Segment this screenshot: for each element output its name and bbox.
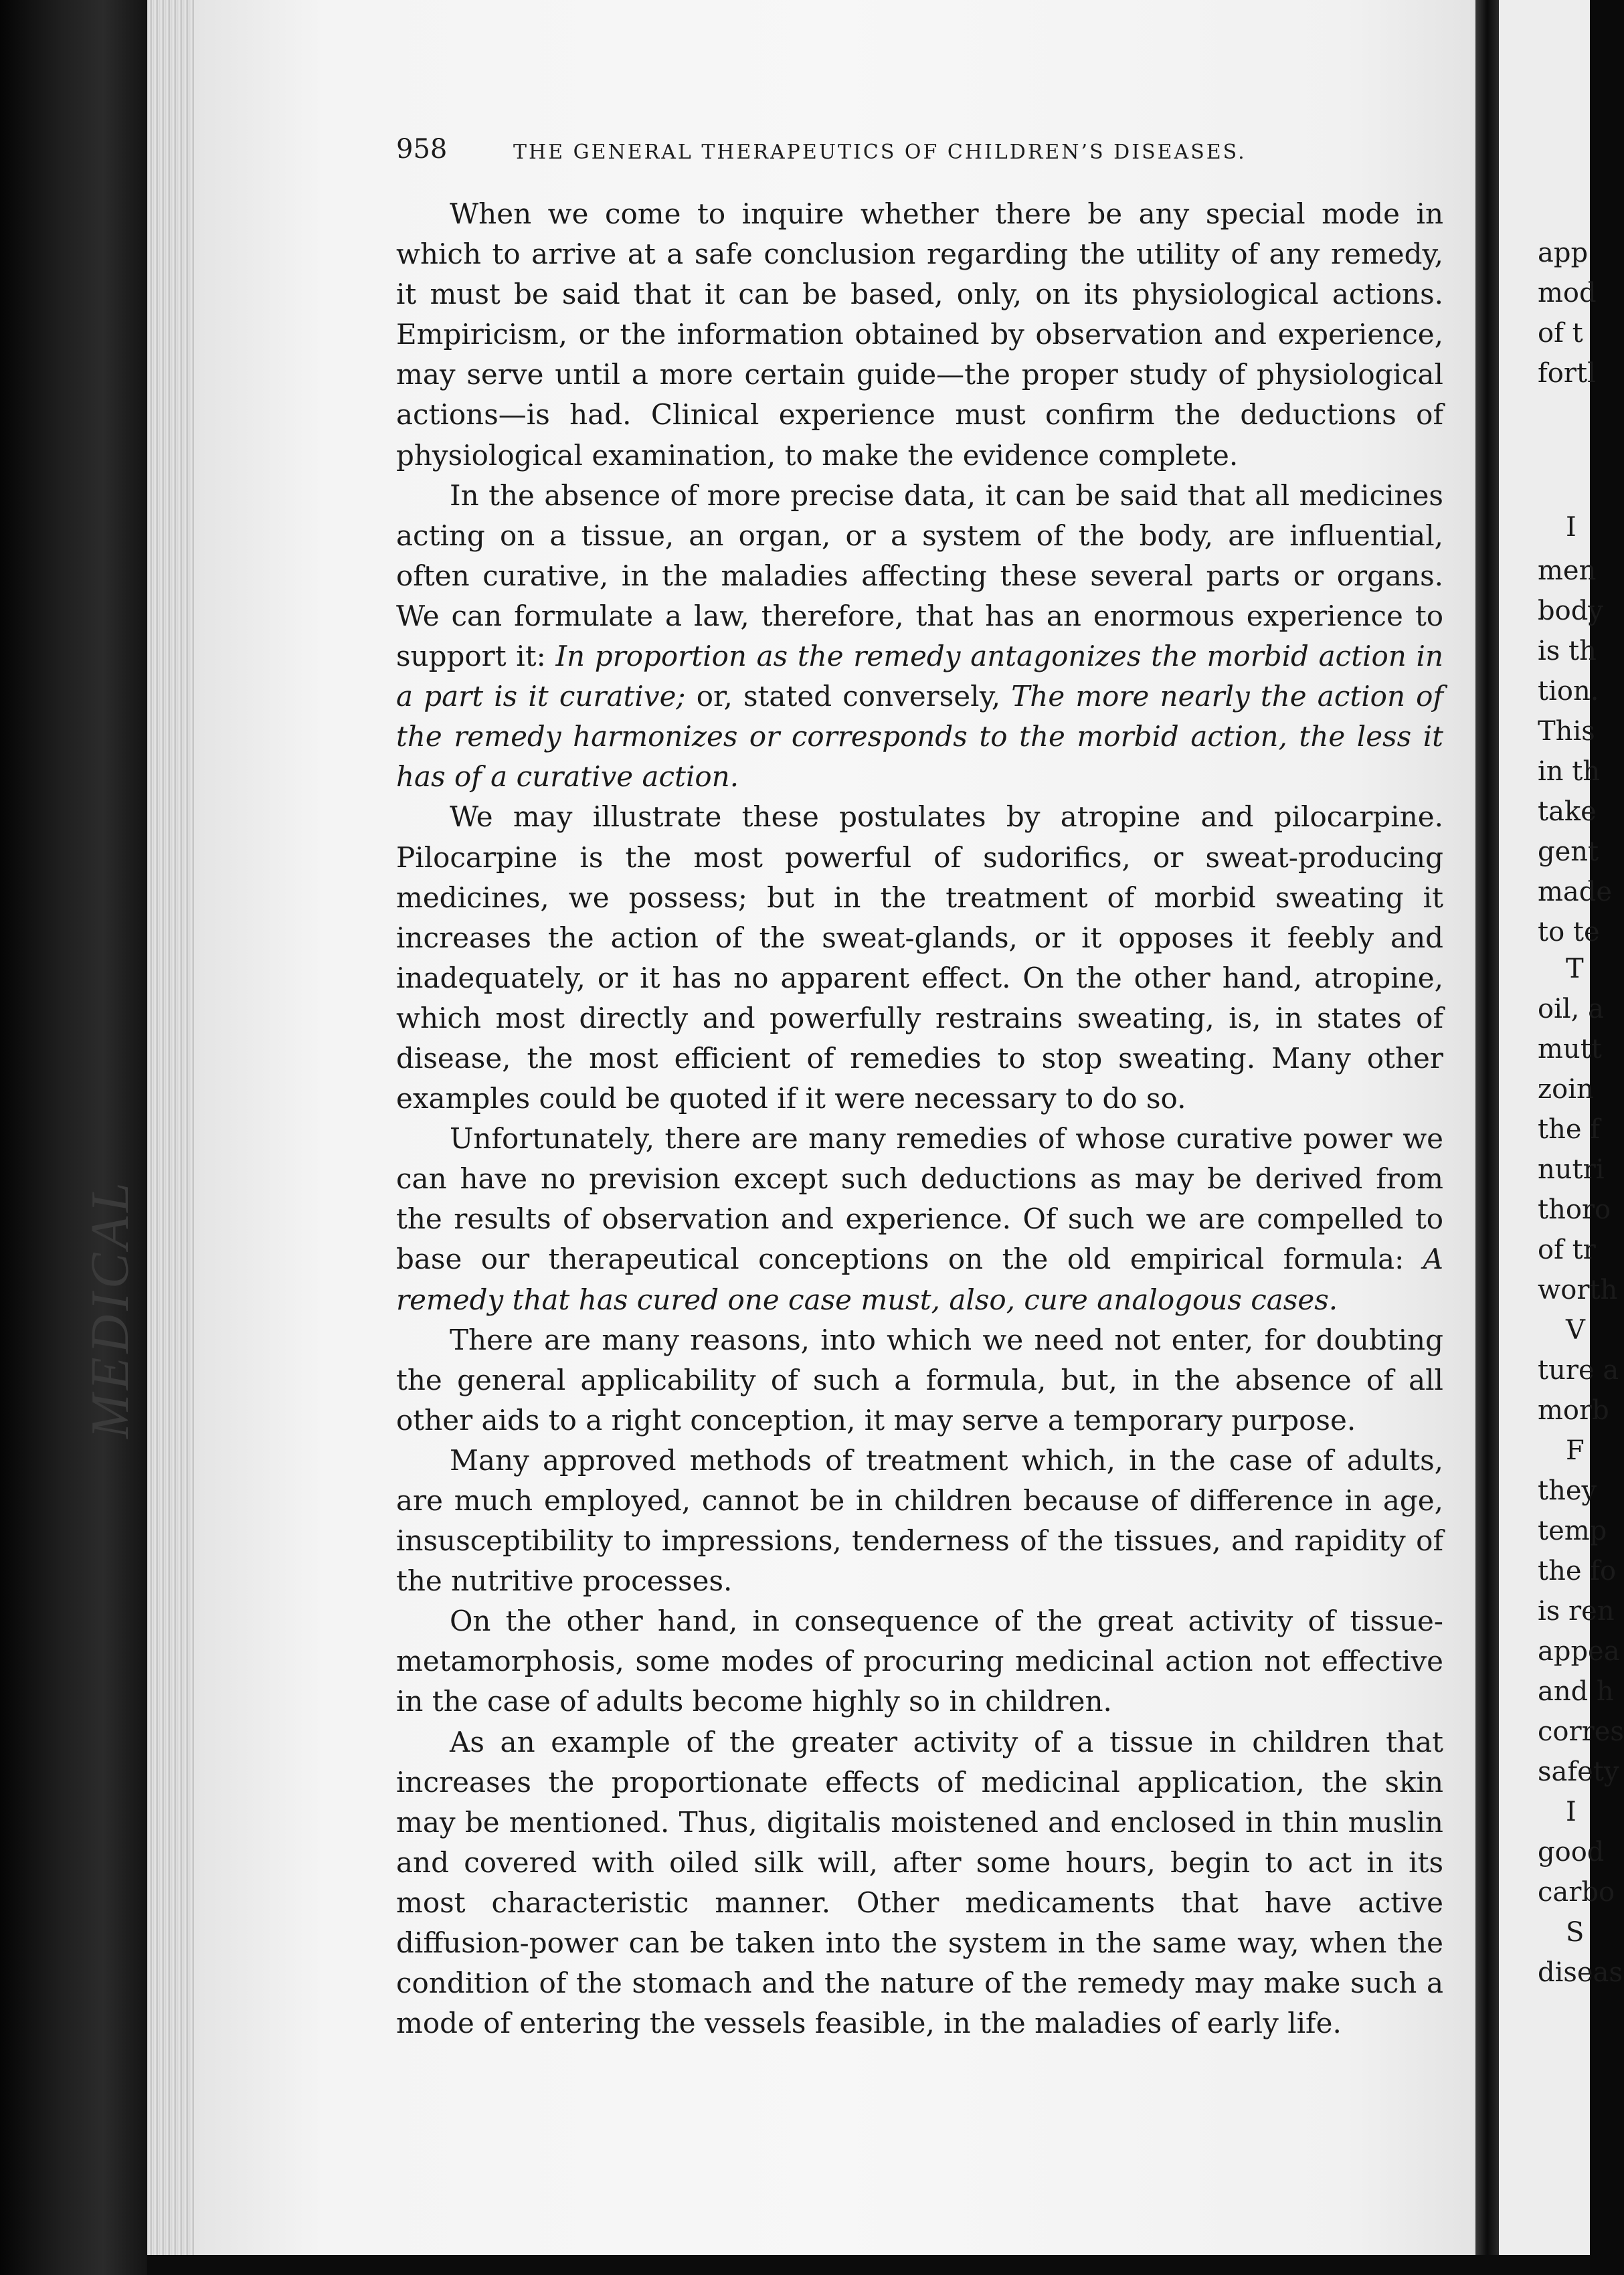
fragment-line: in th <box>1538 756 1601 787</box>
page-gutter <box>1475 0 1499 2275</box>
bottom-edge <box>147 2255 1590 2275</box>
italic-law-converse: The more nearly the action of the remedy harmonizes or corresponds to the morbid action, the less it has of a curative action. <box>396 680 1443 794</box>
book-spine <box>0 0 147 2275</box>
fragment-line: diseas <box>1538 1957 1623 1988</box>
paragraph-text: In the absence of more precise data, it can be said that all medicines acting on a tissue, an organ, or a system of the body, are influential, often curative, in the maladies affecting these several parts or organs. We can formulate a law, therefore, that has an enormous experience to support it: <box>396 478 1443 673</box>
paragraph <box>396 1722 1443 2044</box>
italic-law-statement: In proportion as the remedy antagonizes the morbid action in a part is it curative; <box>396 640 1443 713</box>
fragment-line: is th <box>1538 636 1597 666</box>
fragment-line: F <box>1566 1435 1585 1466</box>
fragment-line: thoro <box>1538 1194 1611 1225</box>
fragment-line: to te <box>1538 917 1600 947</box>
fragment-line: carbo <box>1538 1877 1615 1908</box>
spine-label: MEDICAL <box>81 1178 140 1439</box>
fragment-line: body <box>1538 596 1603 626</box>
fragment-line: take <box>1538 796 1597 827</box>
paragraph-text: There are many reasons, into which we need not enter, for doubting the general applicability of such a formula, but, in the absence of all other aids to a right conception, it may serve a temporary purpose. <box>396 1323 1443 1437</box>
fragment-line: of t <box>1538 318 1583 349</box>
fragment-line: temp <box>1538 1516 1607 1546</box>
page-edges <box>147 0 194 2275</box>
fragment-line: mod <box>1538 278 1597 308</box>
paragraph <box>396 797 1443 1119</box>
paragraph-text: We may illustrate these postulates by atropine and pilocarpine. Pilocarpine is the most powerful of sudorifics, or sweat-producing medicines, we possess; but in the treatment of morbid sweating it increases the action of the sweat-glands, or it opposes it feebly and inadequately, or it has no apparent effect. On the other hand, atropine, which most directly and powerfully restrains sweating, is, in states of disease, the most efficient of remedies to stop sweating. Many other examples could be quoted if it were necessary to do so. <box>396 800 1443 1115</box>
fragment-line: men <box>1538 555 1597 586</box>
fragment-line: appea <box>1538 1636 1620 1667</box>
running-header <box>396 134 1440 174</box>
fragment-line: morb <box>1538 1395 1609 1426</box>
fragment-line: of tr <box>1538 1235 1596 1265</box>
fragment-line: made <box>1538 877 1613 907</box>
fragment-line: T <box>1566 953 1584 984</box>
fragment-line: and h <box>1538 1676 1614 1707</box>
fragment-line: V <box>1566 1315 1585 1346</box>
fragment-line: S <box>1566 1917 1585 1948</box>
fragment-line: gent <box>1538 836 1599 867</box>
fragment-line: ture a <box>1538 1355 1619 1386</box>
paragraph <box>396 1601 1443 1722</box>
next-page-fragment <box>1499 0 1624 2255</box>
fragment-line: is ren <box>1538 1596 1615 1627</box>
paragraph-text: On the other hand, in consequence of the great activity of tissue-metamorphosis, some modes of procuring medicinal action not effective in the case of adults become highly so in children. <box>396 1605 1443 1718</box>
paragraph-text: As an example of the greater activity of a tissue in children that increases the proportionate effects of medicinal application, the skin may be mentioned. Thus, digitalis moistened and enclosed in thin muslin and covered with oiled silk will, after some hours, begin to act in its most characteristic manner. Other medicaments that have active diffusion-power can be taken into the system in the same way, when the condition of the stomach and the nature of the remedy may make such a mode of entering the vessels feasible, in the maladies of early life. <box>396 1725 1443 2040</box>
fragment-line: safety <box>1538 1756 1619 1787</box>
fragment-line: mutt <box>1538 1034 1602 1065</box>
fragment-line: oil, a <box>1538 994 1604 1024</box>
fragment-line: This <box>1538 716 1595 747</box>
fragment-line: worth <box>1538 1275 1618 1305</box>
italic-empirical-formula: A remedy that has cured one case must, also, cure analogous cases. <box>396 1243 1443 1316</box>
paragraph-text: When we come to inquire whether there be any special mode in which to arrive at a safe conclusion regarding the utility of any remedy, it must be said that it can be based, only, on its physiological actions. Empiricism, or the information obtained by observation and experience, may serve until a more certain guide—the proper study of physiological actions—is had. Clinical experience must confirm the deductions of physiological examination, to make the evidence complete. <box>396 197 1443 472</box>
fragment-line: app <box>1538 238 1589 268</box>
fragment-line: the f <box>1538 1114 1601 1145</box>
fragment-line: I <box>1566 512 1576 543</box>
paragraph-text: or, stated conversely, <box>685 680 1012 713</box>
paragraph-text: Many approved methods of treatment which, in the case of adults, are much employed, cannot be in children because of difference in age, insusceptibility to impressions, tenderness of the tissues, and rapidity of the nutritive processes. <box>396 1443 1443 1598</box>
running-title: THE GENERAL THERAPEUTICS OF CHILDREN’S DISEASES. <box>513 141 1247 164</box>
fragment-line: fortl <box>1538 358 1596 389</box>
paragraph <box>396 476 1443 798</box>
fragment-line: tion. <box>1538 676 1599 707</box>
paragraph <box>396 1320 1443 1441</box>
page-number: 958 <box>396 134 448 165</box>
paragraph <box>396 1119 1443 1320</box>
paragraph-text: Unfortunately, there are many remedies of whose curative power we can have no prevision except such deductions as may be derived from the results of observation and experience. Of such we are compelled to base our therapeutical conceptions on the old empirical formula: <box>396 1122 1443 1276</box>
fragment-line: they <box>1538 1475 1597 1506</box>
fragment-line: corres <box>1538 1716 1624 1747</box>
paragraph <box>396 1441 1443 1601</box>
body-text <box>396 194 1443 2043</box>
fragment-line: I <box>1566 1797 1576 1827</box>
fragment-line: the fo <box>1538 1556 1617 1586</box>
fragment-line: zoin <box>1538 1074 1594 1105</box>
fragment-line: nutri <box>1538 1154 1605 1185</box>
paragraph <box>396 194 1443 476</box>
fragment-line: good <box>1538 1837 1605 1868</box>
